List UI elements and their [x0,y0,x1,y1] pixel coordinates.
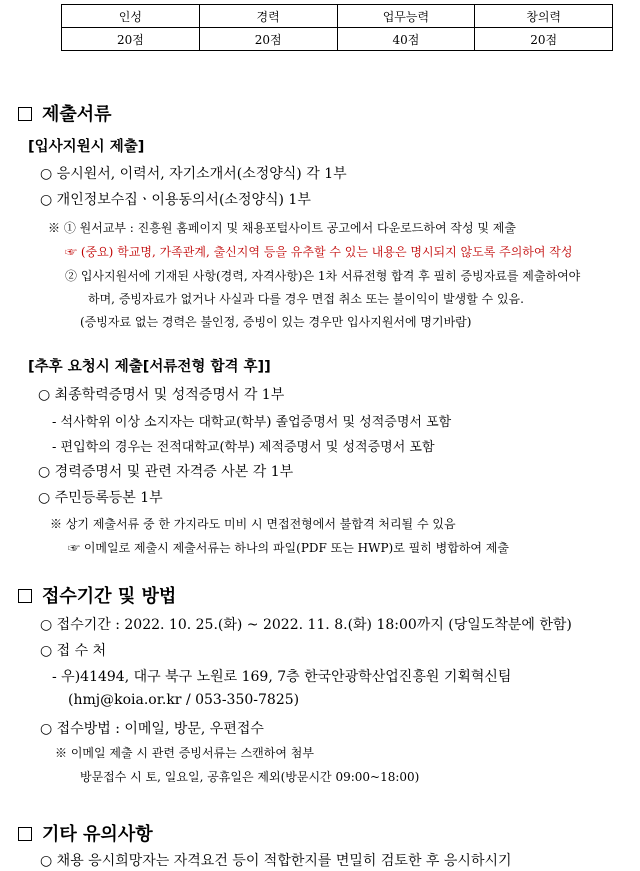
place-label: ○ 접 수 처 [40,643,107,659]
apply-header: [입사지원시 제출] [28,139,145,155]
table-cell: 인성 [62,5,200,28]
note-evidence-line: (증빙자료 없는 경력은 불인정, 증빙이 있는 경우만 입사지원서에 명기바람) [80,315,472,329]
score-table-header-row [62,5,613,28]
period-line: ○ 접수기간 : 2022. 10. 25.(화) ~ 2022. 11. 8.(화) 18:00까지 (당일도착분에 한함) [40,617,572,633]
table-cell: 20점 [475,28,613,51]
table-cell: 20점 [62,28,200,51]
checkbox-square-icon [18,107,32,121]
list-item: ○ 최종학력증명서 및 성적증명서 각 1부 [38,387,285,403]
method-note: 방문접수 시 토, 일요일, 공휴일은 제외(방문시간 09:00~18:00) [80,770,420,784]
note-email-merge: ☞ 이메일로 제출시 제출서류는 하나의 파일(PDF 또는 HWP)로 필히 병합하여 제출 [68,541,509,555]
section-title-period: 접수기간 및 방법 [18,582,176,608]
contact-line: (hmj@koia.or.kr / 053-350-7825) [68,692,300,708]
score-table-value-row [62,28,613,51]
table-cell: 경력 [199,5,337,28]
method-line: ○ 접수방법 : 이메일, 방문, 우편접수 [40,721,264,737]
table-cell: 40점 [337,28,475,51]
note-evidence-line: 하며, 증빙자료가 없거나 사실과 다를 경우 면접 취소 또는 불이익이 발생할 수 있음. [88,292,524,306]
note-disqualify: ※ 상기 제출서류 중 한 가지라도 미비 시 면접전형에서 불합격 처리될 수 있음 [50,517,456,531]
checkbox-square-icon [18,589,32,603]
score-table [61,4,613,51]
list-item: - 석사학위 이상 소지자는 대학교(학부) 졸업증명서 및 성적증명서 포함 [52,415,452,430]
list-item: ○ 개인정보수집ㆍ이용동의서(소정양식) 1부 [40,192,311,208]
checkbox-square-icon [18,827,32,841]
table-cell: 업무능력 [337,5,475,28]
method-note: ※ 이메일 제출 시 관련 증빙서류는 스캔하여 첨부 [55,746,314,760]
later-header: [추후 요청시 제출[서류전형 합격 후]] [28,359,271,375]
address-line: - 우)41494, 대구 북구 노원로 169, 7층 한국안광학산업진흥원 기획혁신팀 [52,669,512,685]
section-title-notes: 기타 유의사항 [18,820,153,846]
section-title-documents: 제출서류 [18,100,112,126]
warning-note: ☞ (중요) 학교명, 가족관계, 출신지역 등을 유추할 수 있는 내용은 명시되지 않도록 주의하여 작성 [65,245,573,259]
list-item: ○ 응시원서, 이력서, 자기소개서(소정양식) 각 1부 [40,166,347,182]
list-item: ○ 경력증명서 및 관련 자격증 사본 각 1부 [38,464,294,480]
list-item: ○ 주민등록등본 1부 [38,490,163,506]
note-evidence-line: ② 입사지원서에 기재된 사항(경력, 자격사항)은 1차 서류전형 합격 후 필히 증빙자료를 제출하여야 [65,269,581,283]
list-item: ○ 채용 응시희망자는 자격요건 등이 적합한지를 면밀히 검토한 후 응시하시기 [40,853,512,869]
list-item: - 편입학의 경우는 전적대학교(학부) 제적증명서 및 성적증명서 포함 [52,440,435,455]
table-cell: 창의력 [475,5,613,28]
note-download: ※ ① 원서교부 : 진흥원 홈페이지 및 채용포털사이트 공고에서 다운로드하여 작성 및 제출 [48,221,516,235]
table-cell: 20점 [199,28,337,51]
